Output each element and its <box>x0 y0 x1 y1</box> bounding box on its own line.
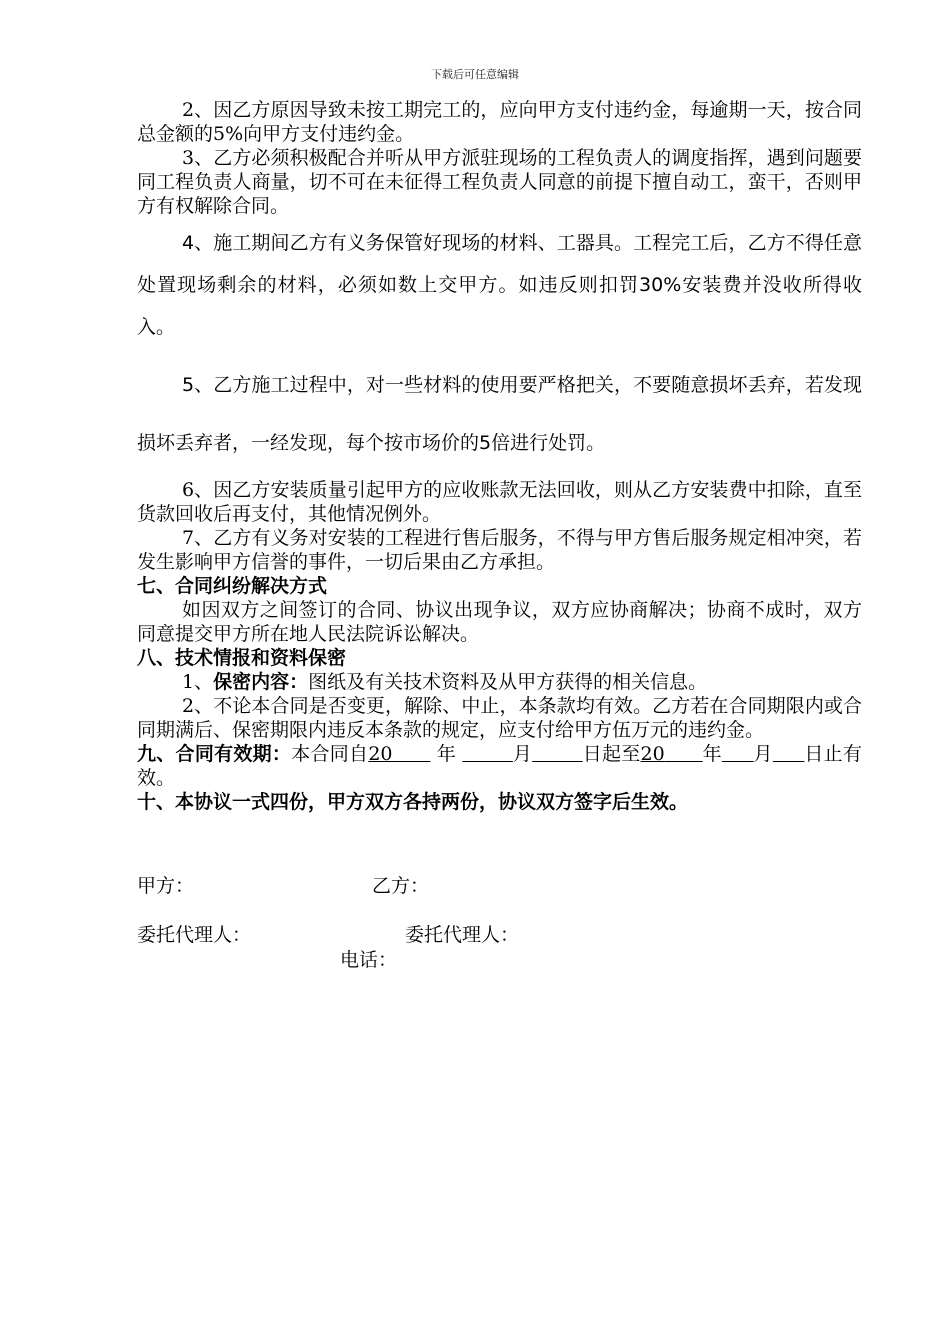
agent-b-label: 委托代理人： <box>405 924 520 946</box>
item-1-number: 1、 <box>182 671 214 693</box>
start-year-blank: 20 <box>368 743 393 765</box>
contract-body <box>137 98 862 814</box>
clause-6: 6、因乙方安装质量引起甲方的应收账款无法回收，则从乙方安装费中扣除，直至货款回收后再支付，其他情况例外。 <box>137 479 862 525</box>
clause-5: 5、乙方施工过程中，对一些材料的使用要严格把关，不要随意损坏丢弃，若发现损坏丢弃者，一经发现，每个按市场价的5倍进行处罚。 <box>137 374 862 454</box>
section-9-label: 九、合同有效期： <box>137 743 292 765</box>
section-9-t5: 年 <box>702 743 722 765</box>
start-month-blank <box>462 743 513 765</box>
section-9-t4: 日起至 <box>582 743 641 765</box>
section-9-t3: 月 <box>512 743 533 765</box>
section-9-t7: 日止有效。 <box>137 743 862 789</box>
section-7-text: 如因双方之间签订的合同、协议出现争议，双方应协商解决；协商不成时，双方同意提交甲方所在地人民法院诉讼解决。 <box>137 599 862 645</box>
end-year-blank: 20 <box>640 743 665 765</box>
item-1-text: 图纸及有关技术资料及从甲方获得的相关信息。 <box>308 671 708 693</box>
section-8-item-1 <box>137 670 862 694</box>
section-7-title: 七、合同纠纷解决方式 <box>137 575 328 597</box>
section-10: 十、本协议一式四份，甲方双方各持两份，协议双方签字后生效。 <box>137 791 689 813</box>
section-9-t1: 本合同自 <box>291 743 369 765</box>
item-1-bold-label: 保密内容： <box>213 671 309 693</box>
clause-7: 7、乙方有义务对安装的工程进行售后服务，不得与甲方售后服务规定相冲突，若发生影响甲方信誉的事件，一切后果由乙方承担。 <box>137 527 862 573</box>
start-day-blank <box>532 743 583 765</box>
section-9-t2: 年 <box>436 743 457 765</box>
phone-label: 电话： <box>340 949 398 971</box>
clause-4: 4、施工期间乙方有义务保管好现场的材料、工器具。工程完工后，乙方不得任意处置现场剩余的材料，必须如数上交甲方。如违反则扣罚30%安装费并没收所得收入。 <box>137 232 862 338</box>
section-9-t6: 月 <box>753 743 773 765</box>
party-a-label: 甲方： <box>137 875 195 897</box>
agent-a-label: 委托代理人： <box>137 924 252 946</box>
section-8-item-2: 2、不论本合同是否变更，解除、中止，本条款均有效。乙方若在合同期限内或合同期满后、保密期限内违反本条款的规定，应支付给甲方伍万元的违约金。 <box>137 695 862 741</box>
section-9 <box>137 742 862 790</box>
party-b-label: 乙方： <box>372 875 430 897</box>
section-8-title: 八、技术情报和资料保密 <box>137 647 347 669</box>
clause-2: 2、因乙方原因导致未按工期完工的，应向甲方支付违约金，每逾期一天，按合同总金额的5%向甲方支付违约金。 <box>137 99 862 145</box>
clause-3: 3、乙方必须积极配合并听从甲方派驻现场的工程负责人的调度指挥，遇到问题要同工程负责人商量，切不可在未征得工程负责人同意的前提下擅自动工，蛮干，否则甲方有权解除合同。 <box>137 147 862 217</box>
end-month-blank <box>722 743 754 765</box>
end-day-blank <box>773 743 805 765</box>
page-header: 下载后可任意编辑 <box>431 68 519 81</box>
